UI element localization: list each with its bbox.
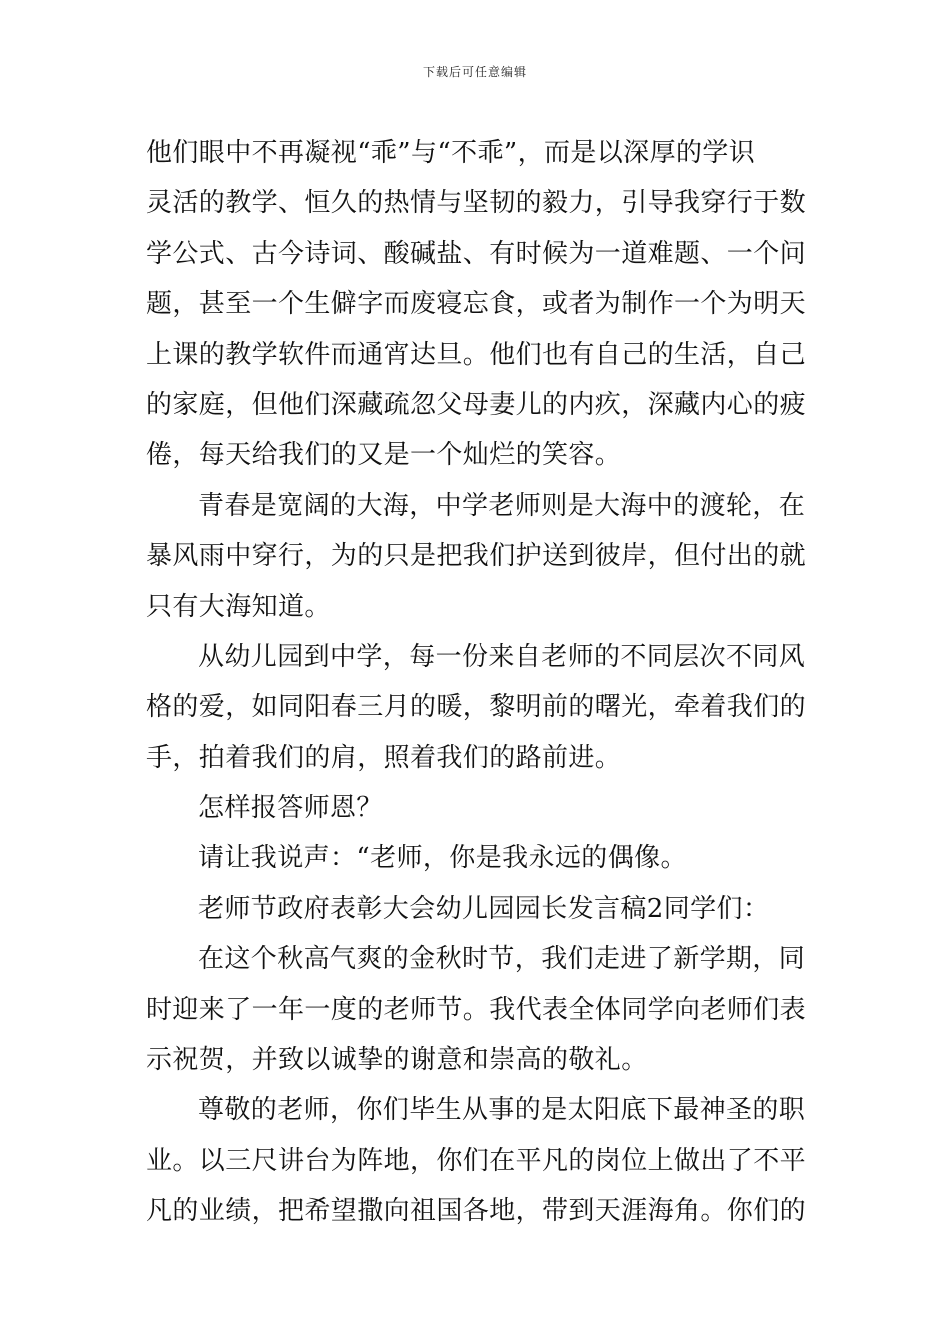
text-line: 倦，每天给我们的又是一个灿烂的笑容。 [146,440,622,471]
text-line: 题，甚至一个生僻字而废寝忘食，或者为制作一个为明天 [146,289,807,320]
text-line: 格的爱，如同阳春三月的暖，黎明前的曙光，牵着我们的 [146,692,807,723]
text-line: 尊敬的老师，你们毕生从事的是太阳底下最神圣的职 [198,1095,806,1126]
text-line: 示祝贺，并致以诚挚的谢意和崇高的敬礼。 [146,1045,648,1076]
text-line: 只有大海知道。 [146,591,331,622]
text-line: 从幼儿园到中学，每一份来自老师的不同层次不同风 [198,641,806,672]
text-line: 怎样报答师恩？ [198,793,383,824]
text-line: 请让我说声：“老师，你是我永远的偶像。 [198,843,687,874]
text-line: 凡的业绩，把希望撒向祖国各地，带到天涯海角。你们的 [146,1196,807,1227]
page-header: 下载后可任意编辑 [422,65,527,79]
text-line: 上课的教学软件而通宵达旦。他们也有自己的生活，自己 [146,339,807,370]
text-line: 手，拍着我们的肩，照着我们的路前进。 [146,742,622,773]
document-body [146,128,810,1237]
text-line: 他们眼中不再凝视“乖”与“不乖”，而是以深厚的学识 [146,138,756,168]
text-line: 时迎来了一年一度的老师节。我代表全体同学向老师们表 [146,994,807,1025]
text-line: 的家庭，但他们深藏疏忽父母妻儿的内疚，深藏内心的疲 [146,389,807,420]
text-line: 在这个秋高气爽的金秋时节，我们走进了新学期，同 [198,944,806,975]
text-line: 暴风雨中穿行，为的只是把我们护送到彼岸，但付出的就 [146,541,807,572]
text-line: 业。以三尺讲台为阵地，你们在平凡的岗位上做出了不平 [146,1145,807,1176]
text-line: 青春是宽阔的大海，中学老师则是大海中的渡轮，在 [198,490,806,521]
text-line: 灵活的教学、恒久的热情与坚韧的毅力，引导我穿行于数 [146,188,807,219]
text-line: 老师节政府表彰大会幼儿园园长发言稿2同学们： [198,893,770,924]
text-line: 学公式、古今诗词、酸碱盐、有时候为一道难题、一个问 [146,238,807,269]
